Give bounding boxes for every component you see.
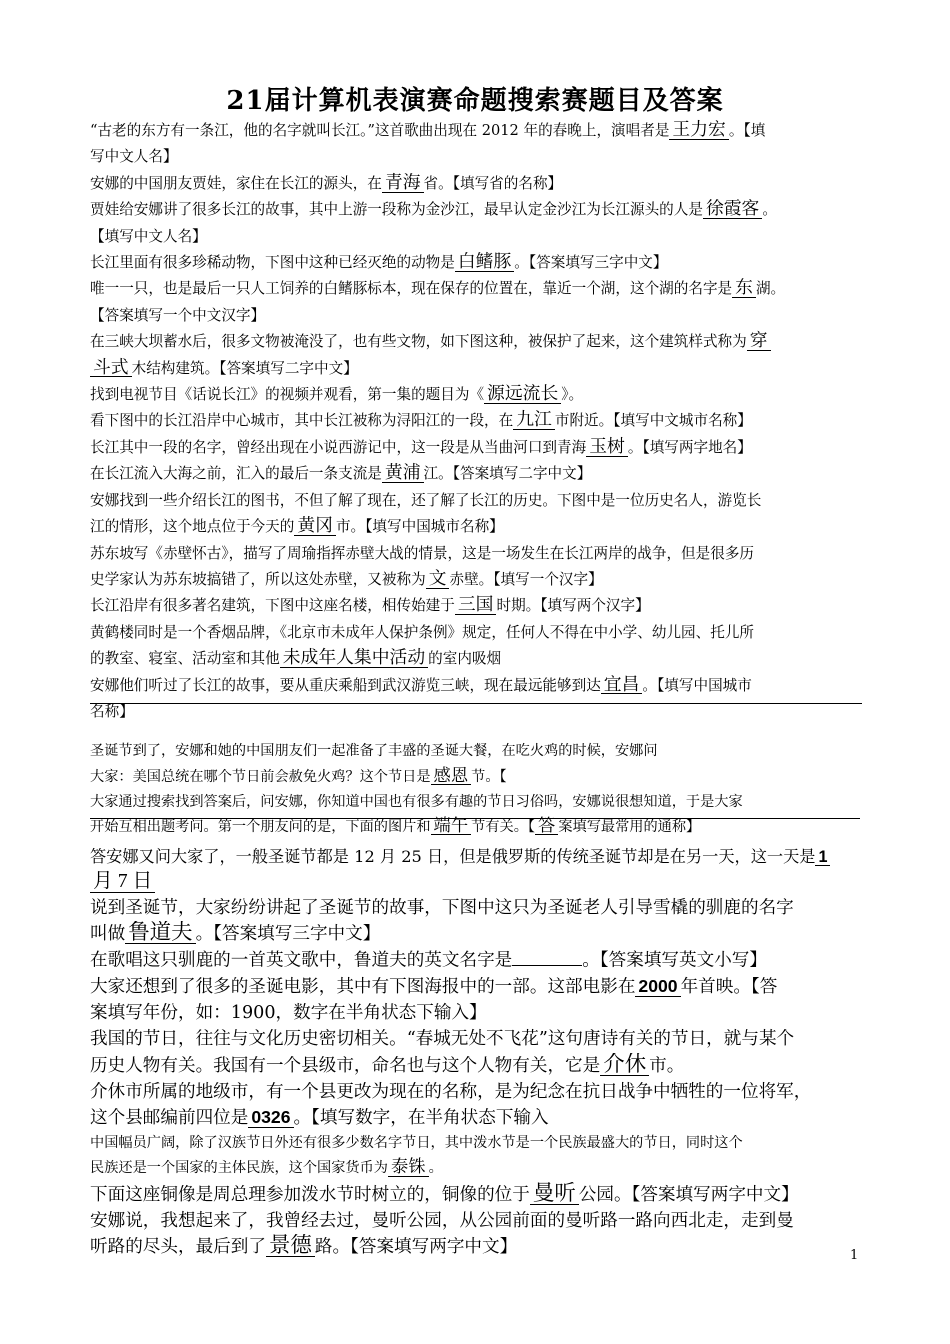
- question-text: 历史人物有关。我国有一个县级市，命名也与这个人物有关，它是: [90, 1055, 601, 1076]
- question-text: 安娜说，我想起来了，我曾经去过，曼听公园，从公园前面的曼听路一路向西北走，走到曼: [90, 1210, 794, 1231]
- text-line: [90, 593, 862, 619]
- page-title: 21届计算机表演赛命题搜索赛题目及答案: [226, 86, 724, 116]
- answer-text: 三国: [455, 596, 497, 615]
- answer-text: 宜昌: [601, 676, 643, 695]
- question-text: 的教室、寝室、活动室和其他: [90, 650, 280, 668]
- question-text: 这个县邮编前四位是: [90, 1107, 249, 1128]
- answer-text: 鲁道夫: [125, 922, 195, 944]
- text-line: [90, 224, 862, 250]
- text-line: [90, 895, 862, 921]
- question-text: 说到圣诞节，大家纷纷讲起了圣诞节的故事，下图中这只为圣诞老人引导雪橇的驯鹿的名字: [90, 897, 794, 918]
- answer-text: 王力宏: [669, 121, 728, 140]
- answer-text: 端午: [431, 817, 472, 835]
- text-line: [90, 620, 862, 646]
- text-line: [90, 1053, 862, 1079]
- question-text: 大家还想到了很多的圣诞电影，其中有下图海报中的一部。这部电影在: [90, 976, 636, 997]
- question-text: 省。【填写省的名称】: [423, 174, 563, 192]
- question-text: 江的情形，这个地点位于今天的: [90, 518, 295, 536]
- question-text: 市。: [649, 1055, 685, 1076]
- document-body: [90, 118, 862, 1260]
- question-text: 唯一一只，也是最后一只人工饲养的白鳍豚标本，现在保存的位置在，靠近一个湖，这个湖的名字是: [90, 280, 733, 298]
- question-text: 。【填: [728, 122, 766, 139]
- section-russian-christmas: [90, 844, 862, 895]
- question-text: 叫做: [90, 923, 126, 944]
- text-line: [90, 646, 862, 672]
- question-text: 江。【答案填写二字中文】: [423, 465, 592, 483]
- question-text: 》。: [561, 386, 584, 404]
- question-text: 介休市所属的地级市，有一个县更改为现在的名称，是为纪念在抗日战争中牺牲的一位将军，: [90, 1081, 812, 1102]
- question-text: 大家：美国总统在哪个节日前会赦免火鸡？这个节日是: [90, 768, 431, 785]
- text-line: [90, 1105, 862, 1131]
- question-text: 案填写最常用的通称】: [558, 818, 701, 835]
- answer-text: 源远流长: [484, 385, 561, 404]
- answer-text: 感恩: [431, 767, 472, 785]
- answer-text: 玉树: [586, 438, 628, 457]
- text-line: [90, 974, 862, 1000]
- text-line: [90, 790, 862, 815]
- question-text: 。【填写数字，在半角状态下输入: [293, 1107, 549, 1128]
- text-line: [90, 356, 862, 382]
- question-text: 路。【答案填写两字中文】: [314, 1236, 518, 1257]
- question-text: 安娜他们听过了长江的故事，要从重庆乘船到武汉游览三峡，现在最远能够到达: [90, 676, 601, 694]
- question-text: 市。【填写中国城市名称】: [335, 518, 504, 536]
- question-text: 。: [428, 1160, 443, 1177]
- text-line: [90, 1079, 862, 1105]
- question-text: 湖。: [755, 280, 786, 298]
- text-line: [90, 118, 862, 144]
- question-text: 贾娃给安娜讲了很多长江的故事，其中上游一段称为金沙江，最早认定金沙江为长江源头的人是: [90, 201, 703, 219]
- text-line: [90, 408, 862, 434]
- question-text: 。: [762, 201, 777, 219]
- answer-text: 穿: [747, 332, 771, 351]
- question-text: “古老的东方有一条江，他的名字就叫长江。”这首歌曲出现在 2012 年的春晚上，演唱者是: [90, 122, 670, 139]
- question-text: 【填写中文人名】: [90, 227, 207, 245]
- question-text: 长江里面有很多珍稀动物，下图中这种已经灭绝的动物是: [90, 254, 455, 272]
- text-line: [90, 514, 862, 540]
- section-divider: [90, 818, 860, 819]
- question-text: 时期。【填写两个汉字】: [496, 597, 650, 615]
- text-line: [90, 382, 862, 408]
- question-text: 。【答案填写三字中文】: [195, 923, 381, 944]
- answer-text: 曼听: [530, 1183, 579, 1205]
- question-text: 安娜找到一些介绍长江的图书，不但了解了现在，还了解了长江的历史。下图中是一位历史名人，游览长: [90, 491, 762, 509]
- text-line: [90, 276, 862, 302]
- question-text: 史学家认为苏东坡搞错了，所以这处赤壁，又被称为: [90, 570, 426, 588]
- answer-text: 泰铢: [388, 1158, 429, 1176]
- question-text: 。【答案填写英文小写】: [582, 950, 767, 971]
- section-christmas: [90, 739, 862, 840]
- question-text: 找到电视节目《话说长江》的视频并观看，第一集的题目为《: [90, 386, 485, 404]
- question-text: 民族还是一个国家的主体民族，这个国家货币为: [90, 1160, 388, 1177]
- text-line: [90, 197, 862, 223]
- answer-text: 文: [426, 570, 450, 589]
- question-text: 安娜的中国朋友贾娃，家住在长江的源头，在: [90, 174, 382, 192]
- answer-blank: [512, 947, 582, 966]
- question-text: 节有关。【: [471, 818, 535, 835]
- text-line: [90, 488, 862, 514]
- answer-text: 1: [815, 849, 830, 866]
- question-text: 年首映。【答: [680, 976, 778, 997]
- question-text: 我国的节日，往往与文化历史密切相关。“春城无处不飞花”这句唐诗有关的节日，就与某个: [90, 1029, 795, 1050]
- text-line: [90, 567, 862, 593]
- text-line: [90, 1131, 862, 1156]
- question-text: 公园。【答案填写两字中文】: [578, 1184, 799, 1205]
- question-text: 中国幅员广阔，除了汉族节日外还有很多少数名字节日，其中泼水节是一个民族最盛大的节日，同时这个: [90, 1135, 743, 1152]
- text-line: [90, 673, 862, 699]
- text-line: [90, 144, 862, 170]
- text-line: [90, 947, 862, 974]
- question-text: 。【填写两字地名】: [627, 438, 752, 456]
- question-text: 黄鹤楼同时是一个香烟品牌，《北京市未成年人保护条例》规定，任何人不得在中小学、幼儿园、托儿所: [90, 623, 755, 641]
- question-text: 看下图中的长江沿岸中心城市，其中长江被称为浔阳江的一段，在: [90, 412, 514, 430]
- text-line: [90, 921, 862, 947]
- question-text: 【答案填写一个中文汉字】: [90, 306, 266, 324]
- question-text: 木结构建筑。【答案填写二字中文】: [131, 359, 358, 377]
- answer-text: 景德: [266, 1235, 315, 1257]
- text-line: [90, 435, 862, 461]
- section-yangtze: [90, 118, 862, 725]
- answer-text: 未成年人集中活动: [280, 649, 428, 668]
- answer-text: 2000: [635, 978, 680, 997]
- text-line: [90, 1026, 862, 1052]
- answer-text: 青海: [382, 174, 424, 193]
- text-line: [90, 250, 862, 276]
- answer-text: 东: [732, 279, 756, 298]
- question-text: 名称】: [90, 702, 134, 720]
- section-water-festival: [90, 1131, 862, 1181]
- answer-text: 斗式: [90, 359, 132, 378]
- question-text: 赤壁。【填写一个汉字】: [449, 570, 603, 588]
- answer-text: 九江: [513, 411, 555, 430]
- text-line: [90, 1182, 862, 1208]
- answer-text: 黄冈: [294, 517, 336, 536]
- question-text: 大家通过搜索找到答案后，问安娜，你知道中国也有很多有趣的节日习俗吗，安娜说很想知道，于是大家: [90, 793, 743, 810]
- text-line: [90, 329, 862, 355]
- answer-text: 介休: [600, 1054, 649, 1076]
- question-text: 市附近。【填写中文城市名称】: [554, 412, 752, 430]
- question-text: 听路的尽头，最后到了: [90, 1236, 266, 1257]
- question-text: 在三峡大坝蓄水后，很多文物被淹没了，也有些文物，如下图这种，被保护了起来，这个建筑样式称为: [90, 333, 747, 351]
- answer-text: 徐霞客: [703, 200, 762, 219]
- question-text: 案填写年份，如：1900，数字在半角状态下输入】: [90, 1003, 487, 1024]
- answer-text: 0326: [248, 1109, 293, 1128]
- page-number: 1: [850, 1248, 859, 1263]
- question-text: 。【答案填写三字中文】: [514, 254, 668, 272]
- question-text: 在歌唱这只驯鹿的一首英文歌中，鲁道夫的英文名字是: [90, 950, 513, 971]
- question-text: 圣诞节到了，安娜和她的中国朋友们一起准备了丰盛的圣诞大餐，在吃火鸡的时候，安娜问: [90, 743, 658, 760]
- question-text: 苏东坡写《赤壁怀古》，描写了周瑜指挥赤壁大战的情景，这是一场发生在长江两岸的战争，但是很多历: [90, 544, 755, 562]
- text-line: [90, 844, 862, 869]
- question-text: 在长江流入大海之前，汇入的最后一条支流是: [90, 465, 382, 483]
- text-line: [90, 171, 862, 197]
- question-text: 的室内吸烟: [428, 650, 502, 668]
- section-reindeer: [90, 895, 862, 1131]
- section-manting-park: [90, 1182, 862, 1261]
- text-line: [90, 1000, 862, 1026]
- text-line: [90, 1156, 862, 1181]
- question-text: 开始互相出题考问。第一个朋友问的是，下面的图片和: [90, 818, 431, 835]
- section-divider: [90, 703, 862, 704]
- answer-text: 黄浦: [382, 464, 424, 483]
- question-text: 节。【: [471, 768, 507, 785]
- answer-text: 答: [535, 817, 558, 835]
- answer-text: 白鳍豚: [455, 253, 514, 272]
- question-text: 。【填写中国城市: [642, 676, 752, 694]
- question-text: 长江其中一段的名字，曾经出现在小说西游记中，这一段是从当曲河口到青海: [90, 438, 587, 456]
- question-text: 答安娜又问大家了，一般圣诞节都是 12 月 25 日，但是俄罗斯的传统圣诞节却是在另一天，这一天是: [90, 847, 816, 867]
- text-line: [90, 765, 862, 790]
- question-text: 写中文人名】: [90, 148, 178, 166]
- answer-text: 月 7 日: [90, 872, 155, 893]
- text-line: [90, 869, 862, 894]
- text-line: [90, 541, 862, 567]
- text-line: [90, 739, 862, 764]
- text-line: [90, 461, 862, 487]
- question-text: 长江沿岸有很多著名建筑，下图中这座名楼，相传始建于: [90, 597, 455, 615]
- text-line: [90, 303, 862, 329]
- text-line: [90, 1234, 862, 1260]
- text-line: [90, 1208, 862, 1234]
- question-text: 下面这座铜像是周总理参加泼水节时树立的，铜像的位于: [90, 1184, 530, 1205]
